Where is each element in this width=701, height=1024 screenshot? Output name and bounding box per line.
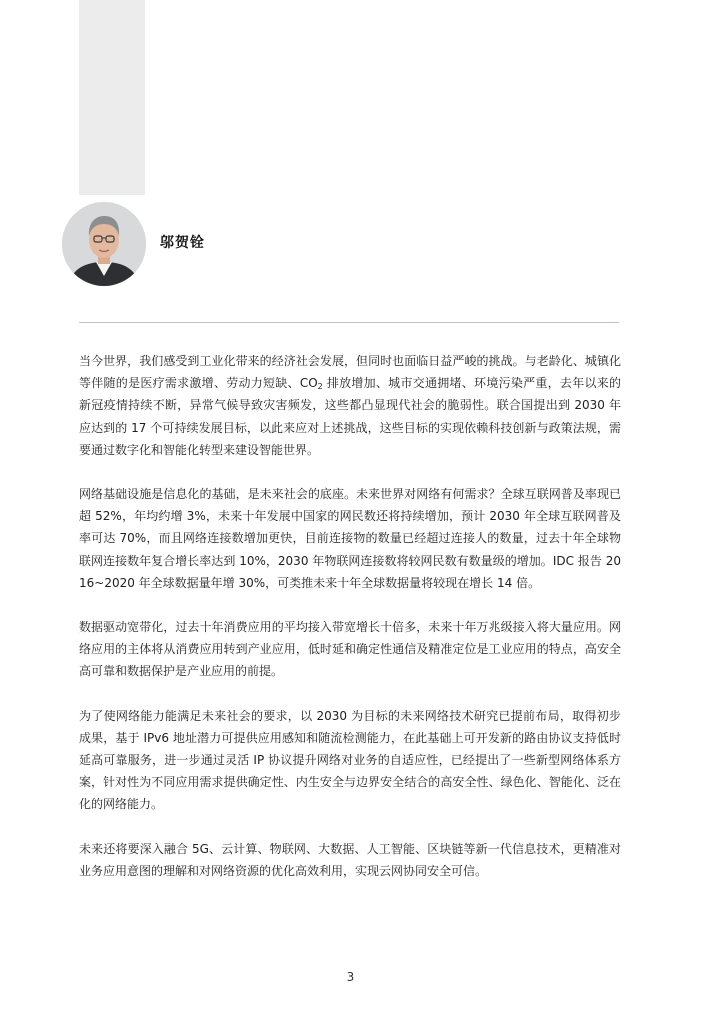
author-avatar — [62, 202, 146, 286]
co2-subscript: 2 — [317, 382, 323, 392]
author-portrait-icon — [62, 202, 146, 286]
page-number: 3 — [346, 970, 355, 984]
paragraph-2: 网络基础设施是信息化的基础，是未来社会的底座。未来世界对网络有何需求？全球互联网普及率现已超 52%，年均约增 3%，未来十年发展中国家的网民数还将持续增加，预计 2030 年全球互联网普及率可达 70%，而且网络连接数增加更快，目前连接物的数量已经超过连接人的数量，过去十年全球物联网连接数年复合增长率达到 10%，2030 年物联网连接数将较网民数有数量级的增加。IDC 报告 2016~2020 年全球数据量年增 30%，可类推未来十年全球数据量将较现在增长 14 倍。 — [79, 487, 621, 590]
paragraph-1 — [79, 350, 621, 461]
paragraph-3: 数据驱动宽带化，过去十年消费应用的平均接入带宽增长十倍多，未来十年万兆级接入将大量应用。网络应用的主体将从消费应用转到产业应用，低时延和确定性通信及精准定位是工业应用的特点，高安全高可靠和数据保护是产业应用的前提。 — [79, 620, 621, 679]
section-divider — [79, 322, 619, 323]
paragraph-1-text: 当今世界，我们感受到工业化带来的经济社会发展，但同时也面临日益严峻的挑战。与老龄化、城镇化等伴随的是医疗需求激增、劳动力短缺、CO — [79, 354, 621, 391]
decorative-gray-band — [79, 0, 145, 195]
article-body — [79, 350, 621, 904]
paragraph-4: 为了使网络能力能满足未来社会的要求，以 2030 为目标的未来网络技术研究已提前布局，取得初步成果，基于 IPv6 地址潜力可提供应用感知和随流检测能力，在此基础上可开发新的路由协议支持低时延高可靠服务，进一步通过灵活 IP 协议提升网络对业务的自适应性，已经提出了一些新型网络体系方案，针对性为不同应用需求提供确定性、内生安全与边界安全结合的高安全性、绿色化、智能化、泛在化的网络能力。 — [79, 708, 621, 812]
paragraph-5: 未来还将要深入融合 5G、云计算、物联网、大数据、人工智能、区块链等新一代信息技术，更精准对业务应用意图的理解和对网络资源的优化高效利用，实现云网协同安全可信。 — [79, 841, 621, 878]
author-name: 邬贺铨 — [160, 235, 205, 251]
paragraph-1-text-cont: 排放增加、城市交通拥堵、环境污染严重，去年以来的新冠疫情持续不断，异常气候导致灾害频发，这些都凸显现代社会的脆弱性。联合国提出到 2030 年应达到的 17 个可持续发展目标，以此来应对上述挑战，这些目标的实现依赖科技创新与政策法规，需要通过数字化和智能化转型来建设智能世界。 — [79, 376, 621, 457]
